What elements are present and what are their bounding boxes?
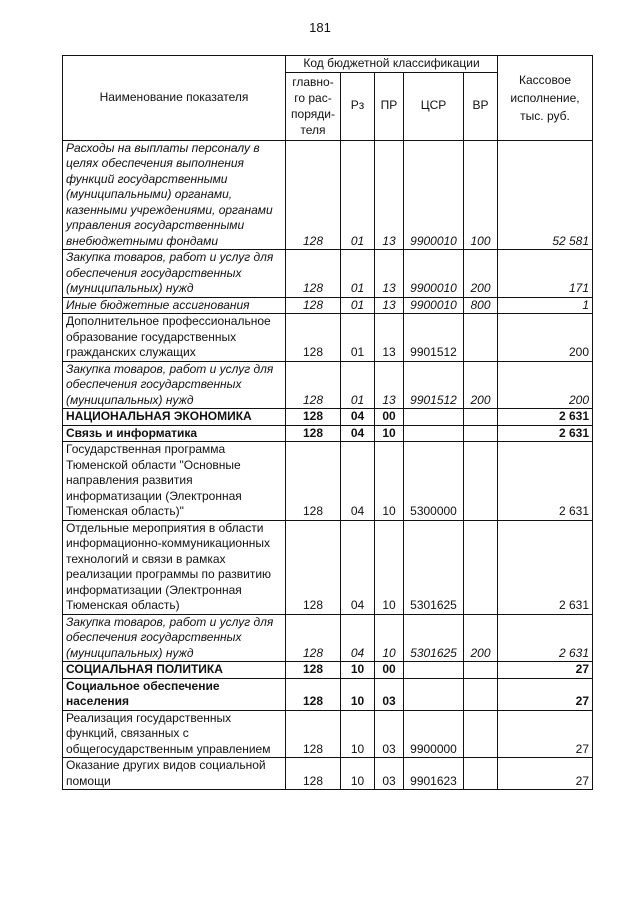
row-name: Оказание других видов социальной помощи bbox=[63, 758, 286, 790]
row-pr: 13 bbox=[375, 361, 404, 409]
row-csr: 5300000 bbox=[404, 442, 464, 521]
row-name: Расходы на выплаты персоналу в целях обеспечения выполнения функций государственными (муниципальными) органами, казенными учреждениями, органами управления государственными внебюджетными фондами bbox=[63, 140, 286, 250]
row-name: Иные бюджетные ассигнования bbox=[63, 297, 286, 314]
row-rz: 01 bbox=[341, 140, 375, 250]
table-row bbox=[63, 140, 593, 250]
row-sum: 171 bbox=[498, 250, 593, 298]
row-name: НАЦИОНАЛЬНАЯ ЭКОНОМИКА bbox=[63, 409, 286, 426]
header-vr: ВР bbox=[464, 72, 498, 140]
row-glav: 128 bbox=[286, 425, 341, 442]
row-glav: 128 bbox=[286, 442, 341, 521]
header-glav: главно- го рас- поряди- теля bbox=[286, 72, 341, 140]
row-csr: 9900010 bbox=[404, 297, 464, 314]
row-csr bbox=[404, 662, 464, 679]
row-vr: 200 bbox=[464, 614, 498, 662]
header-code-group: Код бюджетной классификации bbox=[286, 56, 498, 73]
table-row bbox=[63, 250, 593, 298]
row-sum: 2 631 bbox=[498, 442, 593, 521]
table-row bbox=[63, 678, 593, 710]
row-rz: 10 bbox=[341, 678, 375, 710]
row-sum: 27 bbox=[498, 662, 593, 679]
header-pr: ПР bbox=[375, 72, 404, 140]
row-vr bbox=[464, 425, 498, 442]
row-rz: 01 bbox=[341, 361, 375, 409]
row-csr: 5301625 bbox=[404, 614, 464, 662]
row-csr: 9900010 bbox=[404, 250, 464, 298]
row-sum: 1 bbox=[498, 297, 593, 314]
page-number: 181 bbox=[309, 20, 331, 35]
row-pr: 10 bbox=[375, 442, 404, 521]
row-csr bbox=[404, 678, 464, 710]
row-glav: 128 bbox=[286, 361, 341, 409]
row-glav: 128 bbox=[286, 250, 341, 298]
row-sum: 27 bbox=[498, 710, 593, 758]
row-csr: 5301625 bbox=[404, 520, 464, 614]
row-sum: 2 631 bbox=[498, 409, 593, 426]
row-vr: 100 bbox=[464, 140, 498, 250]
row-vr: 200 bbox=[464, 361, 498, 409]
table-row bbox=[63, 297, 593, 314]
row-vr bbox=[464, 758, 498, 790]
row-pr: 10 bbox=[375, 520, 404, 614]
table-row bbox=[63, 442, 593, 521]
row-sum: 2 631 bbox=[498, 425, 593, 442]
row-pr: 13 bbox=[375, 140, 404, 250]
row-name: Социальное обеспечение населения bbox=[63, 678, 286, 710]
row-vr: 200 bbox=[464, 250, 498, 298]
row-pr: 10 bbox=[375, 614, 404, 662]
row-rz: 04 bbox=[341, 442, 375, 521]
row-vr bbox=[464, 710, 498, 758]
table-row bbox=[63, 425, 593, 442]
row-sum: 27 bbox=[498, 678, 593, 710]
row-rz: 04 bbox=[341, 409, 375, 426]
row-vr bbox=[464, 678, 498, 710]
row-pr: 13 bbox=[375, 250, 404, 298]
row-vr bbox=[464, 314, 498, 362]
row-vr: 800 bbox=[464, 297, 498, 314]
header-csr: ЦСР bbox=[404, 72, 464, 140]
table-row bbox=[63, 520, 593, 614]
row-name: Закупка товаров, работ и услуг для обеспечения государственных (муниципальных) нужд bbox=[63, 361, 286, 409]
row-pr: 13 bbox=[375, 314, 404, 362]
row-rz: 10 bbox=[341, 758, 375, 790]
header-rz: Рз bbox=[341, 72, 375, 140]
row-csr: 9901623 bbox=[404, 758, 464, 790]
row-pr: 03 bbox=[375, 678, 404, 710]
row-rz: 01 bbox=[341, 297, 375, 314]
table-body bbox=[63, 140, 593, 790]
row-rz: 01 bbox=[341, 314, 375, 362]
row-glav: 128 bbox=[286, 614, 341, 662]
row-csr: 9900010 bbox=[404, 140, 464, 250]
row-rz: 01 bbox=[341, 250, 375, 298]
row-sum: 27 bbox=[498, 758, 593, 790]
table-header bbox=[63, 56, 593, 141]
row-glav: 128 bbox=[286, 314, 341, 362]
row-pr: 00 bbox=[375, 662, 404, 679]
row-name: Государственная программа Тюменской области "Основные направления развития информатизации (Электронная Тюменская область)" bbox=[63, 442, 286, 521]
row-csr: 9900000 bbox=[404, 710, 464, 758]
row-rz: 04 bbox=[341, 425, 375, 442]
row-name: СОЦИАЛЬНАЯ ПОЛИТИКА bbox=[63, 662, 286, 679]
header-name: Наименование показателя bbox=[63, 56, 286, 141]
row-pr: 03 bbox=[375, 758, 404, 790]
row-name: Реализация государственных функций, связанных с общегосударственным управлением bbox=[63, 710, 286, 758]
table-row bbox=[63, 758, 593, 790]
row-rz: 04 bbox=[341, 614, 375, 662]
row-vr bbox=[464, 409, 498, 426]
row-rz: 04 bbox=[341, 520, 375, 614]
table-row bbox=[63, 361, 593, 409]
row-name: Отдельные мероприятия в области информационно-коммуникационных технологий и связи в рамках реализации программы по развитию информатизации (Электронная Тюменская область) bbox=[63, 520, 286, 614]
row-vr bbox=[464, 520, 498, 614]
row-name: Связь и информатика bbox=[63, 425, 286, 442]
row-glav: 128 bbox=[286, 520, 341, 614]
table-row bbox=[63, 314, 593, 362]
row-csr: 9901512 bbox=[404, 314, 464, 362]
row-glav: 128 bbox=[286, 662, 341, 679]
row-pr: 13 bbox=[375, 297, 404, 314]
table-row bbox=[63, 409, 593, 426]
row-pr: 10 bbox=[375, 425, 404, 442]
budget-table bbox=[62, 55, 593, 790]
row-vr bbox=[464, 442, 498, 521]
row-name: Закупка товаров, работ и услуг для обеспечения государственных (муниципальных) нужд bbox=[63, 614, 286, 662]
row-glav: 128 bbox=[286, 409, 341, 426]
row-rz: 10 bbox=[341, 662, 375, 679]
row-sum: 2 631 bbox=[498, 520, 593, 614]
table-row bbox=[63, 662, 593, 679]
row-csr bbox=[404, 409, 464, 426]
row-csr: 9901512 bbox=[404, 361, 464, 409]
row-sum: 2 631 bbox=[498, 614, 593, 662]
table-row bbox=[63, 614, 593, 662]
row-rz: 10 bbox=[341, 710, 375, 758]
row-sum: 200 bbox=[498, 361, 593, 409]
row-pr: 00 bbox=[375, 409, 404, 426]
row-name: Закупка товаров, работ и услуг для обеспечения государственных (муниципальных) нужд bbox=[63, 250, 286, 298]
row-sum: 200 bbox=[498, 314, 593, 362]
row-glav: 128 bbox=[286, 297, 341, 314]
header-sum: Кассовое исполнение, тыс. руб. bbox=[498, 56, 593, 141]
row-glav: 128 bbox=[286, 758, 341, 790]
row-vr bbox=[464, 662, 498, 679]
row-pr: 03 bbox=[375, 710, 404, 758]
row-sum: 52 581 bbox=[498, 140, 593, 250]
row-glav: 128 bbox=[286, 710, 341, 758]
table-row bbox=[63, 710, 593, 758]
row-csr bbox=[404, 425, 464, 442]
row-glav: 128 bbox=[286, 140, 341, 250]
row-glav: 128 bbox=[286, 678, 341, 710]
row-name: Дополнительное профессиональное образование государственных гражданских служащих bbox=[63, 314, 286, 362]
